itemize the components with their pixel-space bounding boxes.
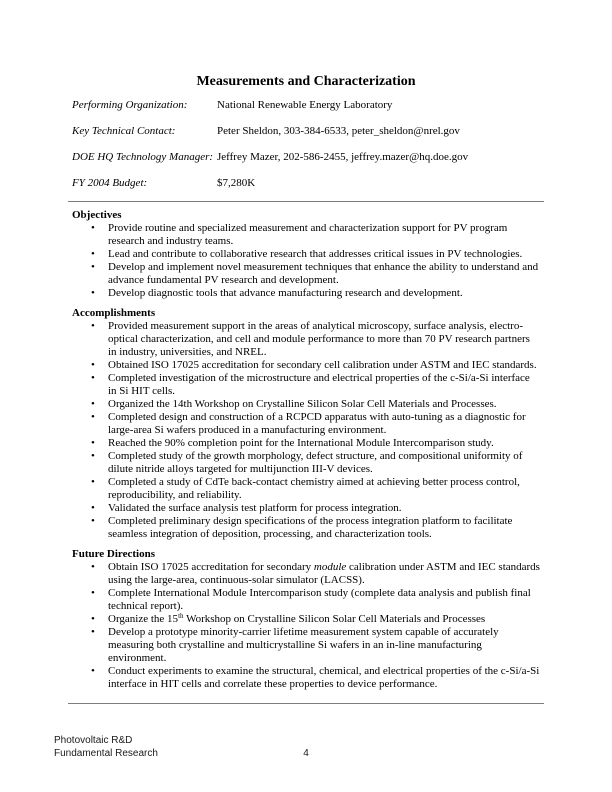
list-item <box>108 613 540 626</box>
meta-label: DOE HQ Technology Manager: <box>72 151 214 163</box>
meta-label: Performing Organization: <box>72 99 188 111</box>
meta-label: Key Technical Contact: <box>72 125 176 137</box>
list-item: • Provided measurement support in the areas of analytical microscopy, surface analysis, electro-optical characterization, and cell and module performance to more than 70 PV research partners in industry, universities, and NREL. <box>108 320 540 359</box>
footer-program-line: Photovoltaic R&D <box>54 735 133 746</box>
footer-divider <box>68 703 544 704</box>
list-item: • Develop and implement novel measurement techniques that enhance the ability to understand and advance fundamental PV research and development. <box>108 261 540 287</box>
list-item: • Organized the 14th Workshop on Crystalline Silicon Solar Cell Materials and Processes. <box>108 398 540 411</box>
page-number: 4 <box>303 748 309 759</box>
footer-subprogram-line: Fundamental Research <box>54 748 158 759</box>
document-title: Measurements and Characterization <box>196 74 416 89</box>
list-item: • Validated the surface analysis test platform for process integration. <box>108 502 540 515</box>
list-item: • Lead and contribute to collaborative research that addresses critical issues in PV technologies. <box>108 248 540 261</box>
list-item: • Complete International Module Intercomparison study (complete data analysis and publish final technical report). <box>108 587 540 613</box>
meta-label: FY 2004 Budget: <box>72 177 148 189</box>
list-item <box>108 561 540 587</box>
list-item: • Completed a study of CdTe back-contact chemistry aimed at achieving better process control, reproducibility, and reliability. <box>108 476 540 502</box>
page-content <box>0 74 612 704</box>
meta-row-performing-organization <box>72 92 540 118</box>
ordinal-superscript: th <box>178 612 184 620</box>
meta-row-doe-hq-technology-manager <box>72 144 540 170</box>
list-item: • Obtained ISO 17025 accreditation for secondary cell calibration under ASTM and IEC standards. <box>108 359 540 372</box>
page-footer <box>54 734 558 760</box>
list-item: • Completed preliminary design specifications of the process integration platform to facilitate seamless integration of deposition, processing, and characterization tools. <box>108 515 540 541</box>
bullet-text-italic: module <box>313 561 347 573</box>
meta-value: $7,280K <box>217 177 256 189</box>
header-metadata <box>72 92 540 196</box>
meta-row-key-technical-contact <box>72 118 540 144</box>
meta-row-fy-2004-budget <box>72 170 540 196</box>
section-heading-accomplishments: Accomplishments <box>72 307 156 319</box>
list-item: • Completed investigation of the microstructure and electrical properties of the c-Si/a-Si interface in Si HIT cells. <box>108 372 540 398</box>
list-item: • Completed design and construction of a RCPCD apparatus with auto-tuning as a diagnostic for large-area Si wafers produced in a manufacturing environment. <box>108 411 540 437</box>
objectives-bullet-list <box>72 222 540 300</box>
future-directions-bullet-list <box>72 561 540 691</box>
list-item: • Develop a prototype minority-carrier lifetime measurement system capable of accurately measuring both crystalline and multicrystalline Si wafers in an in-line manufacturing environment. <box>108 626 540 665</box>
meta-value: National Renewable Energy Laboratory <box>217 99 393 111</box>
bullet-text: Organize the 15 <box>108 613 179 625</box>
list-item: • Develop diagnostic tools that advance manufacturing research and development. <box>108 287 540 300</box>
bullet-text: calibration under ASTM and IEC standards using the large-area, continuous-solar simulator (LACSS). <box>108 561 540 586</box>
bullet-text: Workshop on Crystalline Silicon Solar Cell Materials and Processes <box>183 613 486 625</box>
list-item: • Provide routine and specialized measurement and characterization support for PV program research and industry teams. <box>108 222 540 248</box>
list-item: • Conduct experiments to examine the structural, chemical, and electrical properties of the c-Si/a-Si interface in HIT cells and correlate these properties to device performance. <box>108 665 540 691</box>
accomplishments-bullet-list <box>72 320 540 541</box>
bullet-text: Obtain ISO 17025 accreditation for secondary <box>108 561 314 573</box>
meta-value: Peter Sheldon, 303-384-6533, peter_sheldon@nrel.gov <box>217 125 460 137</box>
header-divider <box>68 201 544 202</box>
section-heading-future-directions: Future Directions <box>72 548 155 560</box>
meta-value: Jeffrey Mazer, 202-586-2455, jeffrey.mazer@hq.doe.gov <box>217 151 469 163</box>
section-heading-objectives: Objectives <box>72 209 122 221</box>
list-item: • Completed study of the growth morphology, defect structure, and compositional uniformity of dilute nitride alloys targeted for multijunction III-V devices. <box>108 450 540 476</box>
list-item: • Reached the 90% completion point for the International Module Intercomparison study. <box>108 437 540 450</box>
